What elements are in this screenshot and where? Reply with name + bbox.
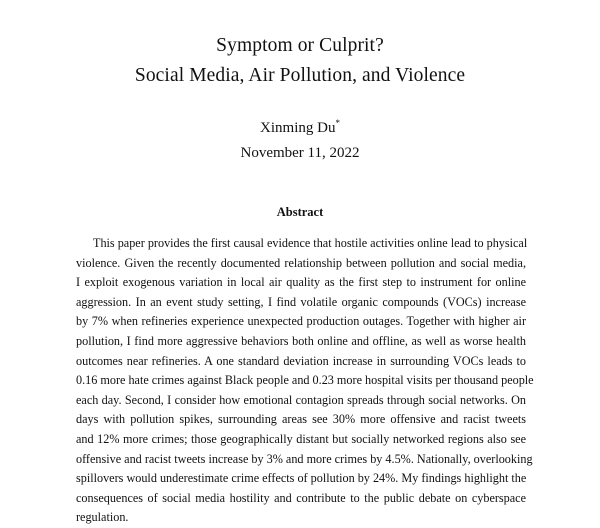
abstract-line: consequences of social media hostility and contribute to the public debate on cyberspace <box>76 490 526 505</box>
publication-date: November 11, 2022 <box>240 145 360 161</box>
author-name-text: Xinming Du <box>260 120 336 136</box>
abstract-line: by 7% when refineries experience unexpected production outages. Together with higher air <box>76 314 526 329</box>
abstract-line: outcomes near refineries. A one standard deviation increase in surrounding VOCs leads to <box>76 353 526 368</box>
abstract-line: spillovers would underestimate crime effects of pollution by 24%. My findings highlight the <box>76 471 527 486</box>
abstract-line: 0.16 more hate crimes against Black people and 0.23 more hospital visits per thousand people <box>76 373 534 388</box>
abstract-line: I exploit exogenous variation in local air quality as the first step to instrument for online <box>76 275 526 290</box>
abstract-line: This paper provides the first causal evidence that hostile activities online lead to physical <box>93 236 528 250</box>
abstract-heading: Abstract <box>276 205 324 219</box>
abstract-line: pollution, I find more aggressive behaviors both online and offline, as well as worse health <box>76 333 526 348</box>
paper-title-line-1: Symptom or Culprit? <box>216 35 384 56</box>
abstract-body <box>76 234 534 528</box>
abstract-line: violence. Given the recently documented relationship between pollution and social media, <box>76 255 526 270</box>
abstract-line: and 12% more crimes; those geographically distant but socially networked regions also see <box>76 431 526 446</box>
abstract-line: offensive and racist tweets increase by 3% and more crimes by 4.5%. Nationally, overlooking <box>76 451 533 466</box>
paper-title-line-2: Social Media, Air Pollution, and Violence <box>134 65 466 86</box>
abstract-line: days with pollution spikes, surrounding areas see 30% more offensive and racist tweets <box>76 412 526 427</box>
abstract-line: each day. Second, I consider how emotional contagion spreads through social networks. On <box>76 392 526 407</box>
author-name <box>0 118 600 137</box>
abstract-line: aggression. In an event study setting, I find volatile organic compounds (VOCs) increase <box>76 294 526 309</box>
abstract-line: regulation. <box>76 510 129 525</box>
author-footnote-mark: * <box>335 118 340 128</box>
